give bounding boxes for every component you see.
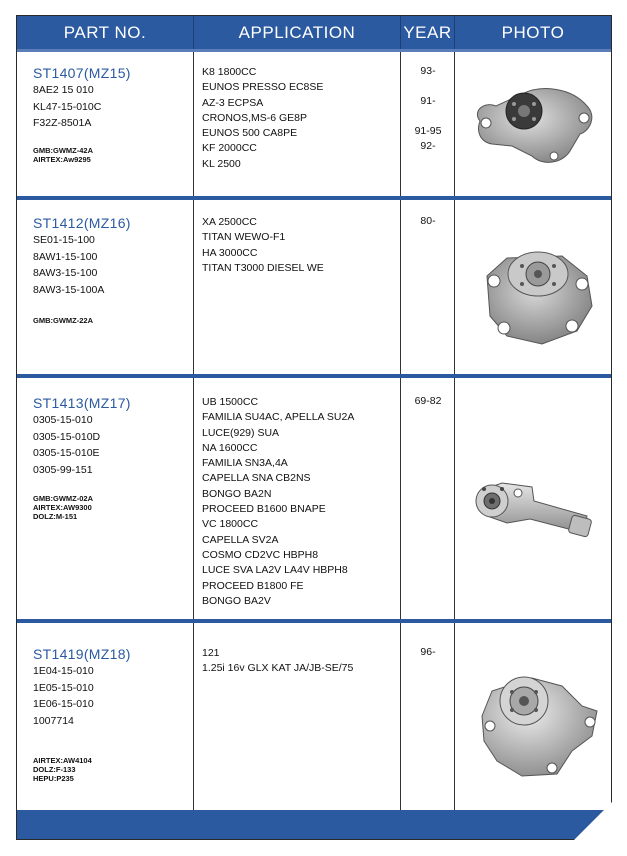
oem-code: 1E06-15-010 [33, 698, 94, 710]
application-line: KF 2000CC [202, 142, 257, 155]
applications [202, 215, 324, 276]
application-line: BONGO BA2N [202, 487, 272, 500]
application-line: EUNOS 500 CA8PE [202, 127, 298, 140]
applications [202, 65, 323, 172]
cross-reference: AIRTEX:AW9300 [33, 503, 92, 512]
catalog-table [16, 15, 612, 840]
cross-references [33, 316, 93, 325]
cross-reference: GMB:GWMZ-02A [33, 494, 93, 503]
application-line: K8 1800CC [202, 66, 257, 78]
application-line: CAPELLA SV2A [202, 533, 279, 546]
cross-reference: DOLZ:F-133 [33, 765, 76, 774]
row-separator [17, 619, 611, 623]
part-number: ST1407(MZ15) [33, 65, 131, 81]
application-line: CRONOS,MS-6 GE8P [202, 111, 308, 124]
year-value: 91-95 [414, 125, 442, 137]
header-part-no: PART NO. [63, 23, 147, 42]
cross-reference: HEPU:P235 [33, 774, 74, 783]
oem-code: 0305-15-010E [33, 447, 100, 459]
cross-reference: AIRTEX:AW4104 [33, 756, 92, 765]
applications [202, 395, 354, 609]
cross-references [33, 494, 93, 521]
oem-code: 1007714 [33, 714, 74, 727]
part-number: ST1413(MZ17) [33, 395, 131, 411]
cross-reference: DOLZ:M-151 [33, 512, 78, 521]
year-value: 91- [420, 95, 436, 107]
row-separator [17, 374, 611, 378]
oem-codes [33, 232, 104, 298]
oem-code: KL47-15-010C [33, 100, 102, 113]
application-line: LUCE(929) SUA [202, 426, 280, 439]
oem-codes [33, 82, 101, 132]
application-line: BONGO BA2V [202, 594, 271, 607]
application-line: NA 1600CC [202, 441, 258, 454]
application-line: XA 2500CC [202, 216, 257, 228]
application-line: AZ-3 ECPSA [202, 96, 264, 109]
footer-band [17, 810, 611, 839]
year-value: 92- [420, 140, 436, 152]
application-line: FAMILIA SU4AC, APELLA SU2A [202, 411, 355, 424]
application-line: TITAN T3000 DIESEL WE [202, 261, 324, 274]
column-divider [454, 52, 455, 810]
row-separator [17, 196, 611, 200]
year-value: 96- [420, 646, 436, 658]
oem-code: 8AE2 15 010 [33, 84, 94, 96]
application-line: LUCE SVA LA2V LA4V HBPH8 [202, 564, 348, 577]
cross-references [33, 146, 93, 164]
application-line: KL 2500 [202, 157, 241, 170]
cross-reference: GMB:GWMZ-22A [33, 316, 93, 325]
application-line: CAPELLA SNA CB2NS [202, 472, 311, 485]
oem-code: 0305-15-010 [33, 414, 93, 426]
application-line: UB 1500CC [202, 396, 259, 408]
application-line: FAMILIA SN3A,4A [202, 457, 288, 470]
header-year: YEAR [403, 23, 452, 42]
cross-reference: AIRTEX:Aw9295 [33, 155, 91, 164]
table-header [17, 16, 611, 52]
oem-code: 8AW3-15-100A [33, 283, 105, 296]
header-application: APPLICATION [238, 23, 356, 42]
year-value: 93- [420, 65, 436, 77]
oem-code: 8AW1-15-100 [33, 250, 98, 263]
application-line: PROCEED B1800 FE [202, 579, 304, 592]
cross-reference: GMB:GWMZ-42A [33, 146, 93, 155]
oem-code: 1E05-15-010 [33, 681, 94, 694]
part-number: ST1412(MZ16) [33, 215, 131, 231]
applications [202, 646, 353, 677]
oem-code: 0305-99-151 [33, 463, 93, 476]
column-divider [193, 52, 194, 810]
column-divider [400, 52, 401, 810]
year-value: 69-82 [414, 395, 442, 407]
water-pump-icon [462, 236, 607, 351]
year-value: 80- [420, 215, 436, 227]
application-line: COSMO CD2VC HBPH8 [202, 548, 319, 561]
application-line: VC 1800CC [202, 518, 259, 531]
application-line: 1.25i 16v GLX KAT JA/JB-SE/75 [202, 662, 354, 675]
application-line: TITAN WEWO-F1 [202, 231, 286, 244]
application-line: PROCEED B1600 BNAPE [202, 503, 326, 516]
oem-code: F32Z-8501A [33, 117, 92, 129]
oem-code: SE01-15-100 [33, 234, 95, 246]
water-pump-icon [462, 461, 607, 551]
oem-codes [33, 663, 94, 729]
water-pump-icon [462, 656, 607, 786]
application-line: EUNOS PRESSO EC8SE [202, 81, 324, 94]
oem-code: 1E04-15-010 [33, 665, 94, 677]
oem-codes [33, 412, 100, 478]
application-line: HA 3000CC [202, 246, 258, 259]
application-line: 121 [202, 647, 220, 659]
oem-code: 0305-15-010D [33, 430, 101, 443]
cross-references [33, 756, 92, 783]
header-photo: PHOTO [501, 23, 565, 42]
water-pump-icon [462, 76, 607, 171]
page-corner-fold [574, 802, 612, 840]
part-number: ST1419(MZ18) [33, 646, 131, 662]
oem-code: 8AW3-15-100 [33, 267, 98, 279]
